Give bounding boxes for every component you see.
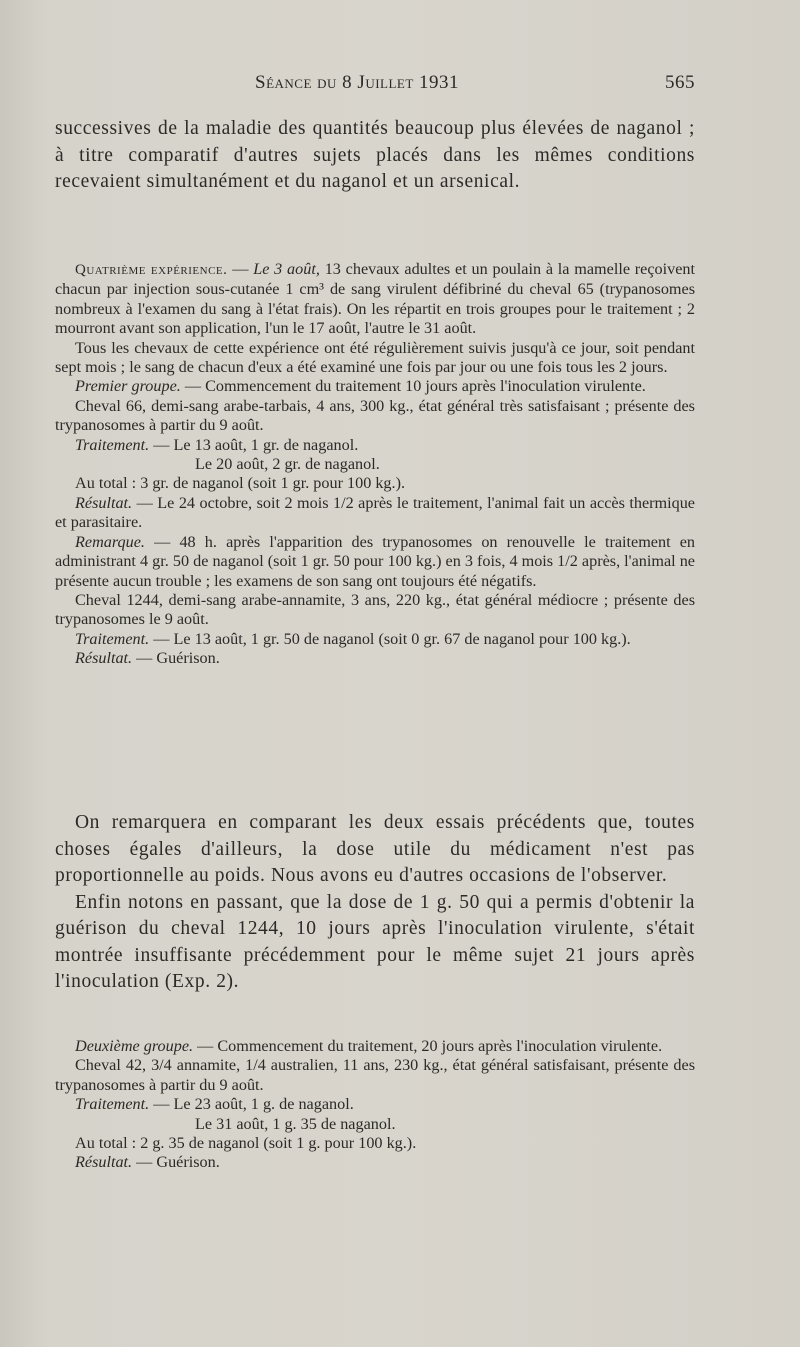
second-group: [55, 1037, 695, 1173]
follow-up-paragraph: Tous les chevaux de cette expérience ont été régulièrement suivis jusqu'à ce jour, soit pendant sept mois ; le sang de chacun d'eux a été examiné une fois par jour ou une fois tous les 2 jours.: [55, 338, 695, 377]
horse-66-result: [55, 494, 695, 533]
result-label: Résultat.: [75, 1153, 133, 1172]
commentary: [55, 810, 695, 996]
treatment-label: Traitement.: [75, 629, 150, 648]
experiment-text: 13 chevaux adultes et un poulain à la mamelle reçoivent chacun par injection sous-cutanée 1 cm³ de sang virulent défibriné du cheval 65 (trypanosomes nombreux à l'examen du sang à l'état frais). On les répartit en trois groupes pour le traitement ; 2 mourront avant son application, l'un le 17 août, l'autre le 31 août.: [55, 260, 696, 338]
treatment-text: — Le 23 août, 1 g. de naganol.: [149, 1095, 354, 1114]
treatment-text: — Le 13 août, 1 gr. 50 de naganol (soit 0 gr. 67 de naganol pour 100 kg.).: [149, 629, 631, 648]
result-text: — Guérison.: [132, 1153, 220, 1172]
horse-66-treatment-1: [55, 436, 695, 455]
horse-66-total: Au total : 3 gr. de naganol (soit 1 gr. pour 100 kg.).: [75, 474, 406, 493]
horse-1244-treatment: [55, 630, 695, 649]
treatment-text: — Le 13 août, 1 gr. de naganol.: [149, 435, 359, 454]
commentary-paragraph-1: On remarquera en comparant les deux essais précédents que, toutes choses égales d'ailleurs, la dose utile du médicament n'est pas proportionnelle au poids. Nous avons eu d'autres occasions de l'observer.: [55, 812, 695, 886]
horse-1244-description: Cheval 1244, demi-sang arabe-annamite, 3 ans, 220 kg., état général médiocre ; présente des trypanosomes le 9 août.: [55, 590, 695, 629]
experiment-intro: Quatrième expérience. — Le 3 août, 13 chevaux adultes et un poulain à la mamelle reçoivent chacun par injection sous-cutanée 1 cm³ de sang virulent défibriné du cheval 65 (trypanosomes nombreux à l'examen du sang à l'état frais). On les répartit en trois groupes pour le traitement ; 2 mourront avant son application, l'un le 17 août, l'autre le 31 août.: [55, 260, 696, 338]
horse-42-total: Au total : 2 g. 35 de naganol (soit 1 g. pour 100 kg.).: [75, 1134, 417, 1153]
commentary-paragraph-2: Enfin notons en passant, que la dose de 1 g. 50 qui a permis d'obtenir la guérison du cheval 1244, 10 jours après l'inoculation virulente, s'était montrée insuffisante précédemment pour le même sujet 21 jours après l'inoculation (Exp. 2).: [55, 891, 695, 992]
experiment-date: Le 3 août,: [253, 260, 320, 278]
horse-66-treatment-2: Le 20 août, 2 gr. de naganol.: [195, 455, 380, 474]
header-title: Séance du 8 Juillet 1931: [255, 72, 460, 93]
treatment-label: Traitement.: [75, 1095, 150, 1114]
group-2-label: Deuxième groupe.: [75, 1037, 194, 1055]
horse-1244-result: [55, 649, 695, 668]
result-label: Résultat.: [75, 493, 133, 512]
intro-paragraph: [55, 116, 695, 196]
remark-text: — 48 h. après l'apparition des trypanosomes on renouvelle le traitement en administrant 4 gr. 50 de naganol (soit 1 gr. 50 pour 100 kg.) en 3 fois, 4 mois 1/2 après, l'animal ne présente aucun trouble ; les examens de son sang ont toujours été négatifs.: [55, 532, 695, 590]
horse-42-result: [55, 1153, 695, 1172]
group-2-paragraph: [55, 1037, 695, 1056]
horse-66-description: Cheval 66, demi-sang arabe-tarbais, 4 ans, 300 kg., état général très satisfaisant ; présente des trypanosomes à partir du 9 août.: [55, 396, 695, 435]
remark-label: Remarque.: [75, 532, 145, 551]
horse-42-treatment-2: Le 31 août, 1 g. 35 de naganol.: [195, 1114, 396, 1133]
group-1-paragraph: [55, 377, 695, 396]
horse-66-remark: [55, 533, 695, 591]
page-number: 565: [665, 72, 695, 93]
group-1-text: — Commencement du traitement 10 jours après l'inoculation virulente.: [180, 377, 646, 396]
result-text: — Le 24 octobre, soit 2 mois 1/2 après le traitement, l'animal fait un accès thermique et parasitaire.: [55, 493, 695, 532]
result-label: Résultat.: [75, 649, 133, 668]
experiment-heading: Quatrième expérience.: [75, 262, 228, 278]
fourth-experiment: [55, 260, 695, 669]
intro-text: successives de la maladie des quantités beaucoup plus élevées de naganol ; à titre comparatif d'autres sujets placés dans les mêmes conditions recevaient simultanément et du naganol et un arsenical.: [55, 118, 695, 192]
running-header: [55, 72, 695, 102]
group-2-text: — Commencement du traitement, 20 jours après l'inoculation virulente.: [193, 1037, 663, 1055]
result-text: — Guérison.: [132, 649, 220, 668]
group-1-label: Premier groupe.: [75, 377, 181, 396]
treatment-label: Traitement.: [75, 435, 150, 454]
horse-42-description: Cheval 42, 3/4 annamite, 1/4 australien, 11 ans, 230 kg., état général satisfaisant, présente des trypanosomes à partir du 9 août.: [55, 1056, 695, 1094]
horse-42-treatment-1: [55, 1095, 695, 1114]
